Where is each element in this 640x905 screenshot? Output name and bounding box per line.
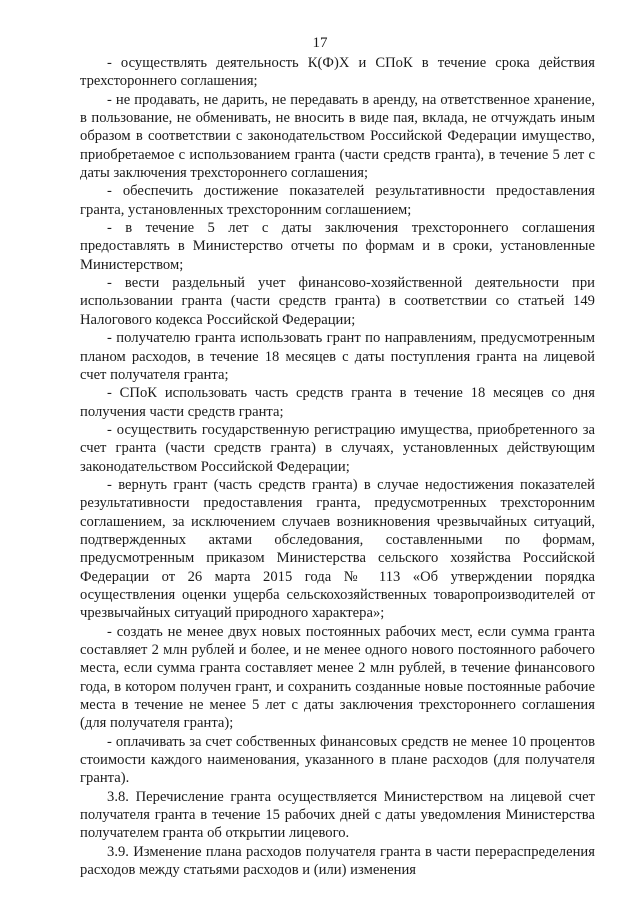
obligation-paragraph: - в течение 5 лет с даты заключения трехстороннего соглашения предоставлять в Министерство отчеты по формам и в сроки, установленные Министерством;	[80, 220, 595, 273]
obligation-paragraph: - оплачивать за счет собственных финансовых средств не менее 10 процентов стоимости каждого наименования, указанного в плане расходов (для получателя гранта).	[80, 733, 595, 787]
section-paragraph-3-8: 3.8. Перечисление гранта осуществляется Министерством на лицевой счет получателя гранта в течение 15 рабочих дней с даты уведомления Министерства получателем гранта об открытии лицевого.	[80, 788, 595, 842]
obligation-paragraph: - обеспечить достижение показателей результативности предоставления гранта, установленных трехсторонним соглашением;	[80, 183, 595, 218]
obligation-paragraph: - создать не менее двух новых постоянных рабочих мест, если сумма гранта составляет 2 млн рублей и более, и не менее одного нового постоянного рабочего места, если сумма гранта составляет менее 2 млн рублей, в течение финансового года, в котором получен грант, и сохранить созданные новые постоянные рабочие места в течение не менее 5 лет с даты заключения трехстороннего соглашения (для получателя гранта);	[80, 623, 595, 732]
page-number: 17	[312, 35, 328, 51]
document-body	[80, 54, 595, 879]
obligation-paragraph: - вернуть грант (часть средств гранта) в случае недостижения показателей результативности предоставления гранта, предусмотренных трехсторонним соглашением, за исключением случаев возникновения чрезвычайных ситуаций, подтвержденных актами обследования, составленными по формам, предусмотренным приказом Министерства сельского хозяйства Российской Федерации от 26 марта 2015 года № 113 «Об утверждении порядка осуществления оценки ущерба сельскохозяйственных товаропроизводителей от чрезвычайных ситуаций природного характера»;	[80, 476, 595, 622]
obligation-paragraph: - вести раздельный учет финансово-хозяйственной деятельности при использовании гранта (части средств гранта) в соответствии со статьей 149 Налогового кодекса Российской Федерации;	[80, 275, 595, 328]
obligation-paragraph: - осуществить государственную регистрацию имущества, приобретенного за счет гранта (части средств гранта) в случаях, установленных действующим законодательством Российской Федерации;	[80, 421, 595, 475]
obligation-paragraph: - СПоК использовать часть средств гранта в течение 18 месяцев со дня получения части средств гранта;	[80, 385, 595, 420]
obligation-paragraph: - получателю гранта использовать грант по направлениям, предусмотренным планом расходов, в течение 18 месяцев с даты поступления гранта на лицевой счет получателя гранта;	[80, 330, 595, 383]
section-paragraph-3-9: 3.9. Изменение плана расходов получателя гранта в части перераспределения расходов между статьями расходов и (или) изменения	[80, 843, 595, 879]
obligation-paragraph: - осуществлять деятельность К(Ф)Х и СПоК в течение срока действия трехстороннего соглашения;	[80, 55, 595, 90]
obligation-paragraph: - не продавать, не дарить, не передавать в аренду, на ответственное хранение, в пользование, не обменивать, не вносить в виде пая, вклада, не отчуждать иным образом в соответствии с законодательством Российской Федерации имущество, приобретаемое с использованием гранта (части средств гранта), в течение 5 лет с даты заключения трехстороннего соглашения;	[80, 91, 595, 182]
